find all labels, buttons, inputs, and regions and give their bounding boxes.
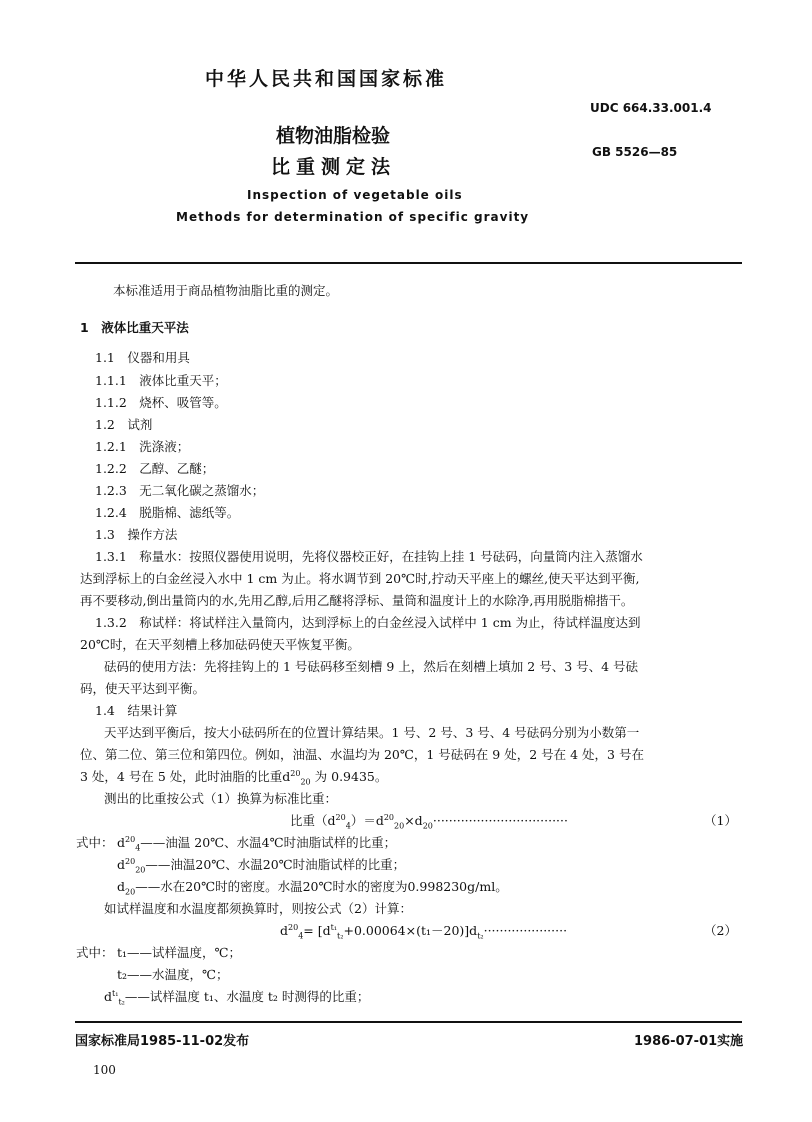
- intro-text: 本标准适用于商品植物油脂比重的测定。: [113, 283, 339, 298]
- where-1-item2: $d^{20}_{20}——$油温20℃、水温20℃时油脂试样的比重；: [117, 856, 406, 875]
- formula-1-number: （1）: [704, 813, 737, 828]
- bottom-divider: [75, 1021, 742, 1023]
- where-2-item1: t₁——试样温度，℃；: [117, 945, 242, 960]
- weight-usage-line2: 码，使天平达到平衡。: [80, 681, 206, 696]
- where-2-item2: t₂——水温度，℃；: [117, 967, 229, 982]
- formula-2-number: （2）: [704, 923, 737, 938]
- clause-1-3: 1.3 操作方法: [95, 527, 178, 542]
- clause-1-3-2-line1: 1.3.2 称试样：将试样注入量筒内，达到浮标上的白金丝浸入试样中 1 cm 为止，待试样温度达到: [95, 615, 641, 630]
- clause-1-1-1: 1.1.1 液体比重天平；: [95, 373, 227, 388]
- clause-1-4: 1.4 结果计算: [95, 703, 178, 718]
- udc-code: UDC 664.33.001.4: [590, 101, 712, 115]
- where-1-item1: $d^{20}_4——$油温 20℃、水温4℃时油脂试样的比重；: [117, 834, 397, 853]
- conversion-intro-2: 如试样温度和水温度都须换算时，则按公式（2）计算：: [104, 901, 412, 916]
- standard-org-title: 中华人民共和国国家标准: [205, 68, 448, 90]
- clause-1-3-1-line3: 再不要移动,倒出量筒内的水,先用乙醇,后用乙醚将浮标、量筒和温度计上的水除净,再用脱脂棉揩干。: [80, 593, 634, 608]
- clause-1-3-1-line1: 1.3.1 称量水：按照仪器使用说明，先将仪器校正好，在挂钩上挂 1 号砝码，向量筒内注入蒸馏水: [95, 549, 643, 564]
- clause-1-3-1-line2: 达到浮标上的白金丝浸入水中 1 cm 为止。将水调节到 20℃时,拧动天平座上的螺丝,使天平达到平衡,: [80, 571, 640, 586]
- formula-1: 比重$(d^{20}_4)=d^{20}_{20}\times d_{20}\cdot\cdot\cdot\cdot\cdot\cdot\cdot\cdot\cdot\cdot\cdot\cdot\cdot\cdot\cdot\cdot\cdot\cdot\cdot\cdot\cdot\cdot\cdot\cdot\cdot\cdot\cdot\cdot\cdot\cdot\cdot\cdot\cdot\cdot$: [290, 812, 568, 831]
- where-1-item3: $d_{20}——$水在20℃时的密度。水温20℃时水的密度为0.998230g/ml。: [117, 879, 508, 897]
- calc-line3: 3 处，4 号在 5 处，此时油脂的比重$d^{20}_{20}$ 为 0.9435。: [80, 768, 388, 787]
- page-number: 100: [93, 1063, 116, 1077]
- where-label-1: 式中：: [76, 835, 114, 850]
- clause-1-2-1: 1.2.1 洗涤液；: [95, 439, 190, 454]
- weight-usage-line1: 砝码的使用方法：先将挂钩上的 1 号砝码移至刻槽 9 上，然后在刻槽上填加 2 号、3 号、4 号砝: [104, 659, 639, 674]
- calc-line2: 位、第二位、第三位和第四位。例如，油温、水温均为 20℃，1 号砝码在 9 处，2 号在 4 处，3 号在: [80, 747, 644, 762]
- clause-1-2-2: 1.2.2 乙醇、乙醚；: [95, 461, 215, 476]
- top-divider: [75, 262, 742, 264]
- clause-1-2: 1.2 试剂: [95, 417, 153, 432]
- clause-1-2-4: 1.2.4 脱脂棉、滤纸等。: [95, 505, 240, 520]
- clause-1-3-2-line2: 20℃时，在天平刻槽上移加砝码使天平恢复平衡。: [80, 637, 360, 652]
- conversion-intro: 测出的比重按公式（1）换算为标准比重：: [104, 791, 337, 806]
- where-2-item3: $d^{t_1}_{t_2}——$试样温度 t₁、水温度 t₂ 时测得的比重；: [104, 988, 370, 1007]
- clause-1-1: 1.1 仪器和用具: [95, 350, 190, 365]
- gb-code: GB 5526—85: [592, 145, 678, 159]
- where-label-2: 式中：: [76, 945, 114, 960]
- clause-1-1-2: 1.1.2 烧杯、吸管等。: [95, 395, 227, 410]
- clause-1-2-3: 1.2.3 无二氧化碳之蒸馏水；: [95, 483, 265, 498]
- formula-2: $d^{20}_4= [d^{t_1}_{t_2}+0.00064\times(t_1-20)]d_{t_2}\cdot\cdot\cdot\cdot\cdot\cdot\cdot\cdot\cdot\cdot\cdot\cdot\cdot\cdot\cdot\cdot\cdot\cdot\cdot\cdot\cdot$: [280, 922, 568, 941]
- title-en-line1: Inspection of vegetable oils: [247, 188, 463, 202]
- issue-date: 国家标准局1985-11-02发布: [75, 1034, 250, 1049]
- section-1-heading: 1 液体比重天平法: [80, 320, 189, 335]
- title-cn-line1: 植物油脂检验: [276, 125, 391, 147]
- calc-line1: 天平达到平衡后，按大小砝码所在的位置计算结果。1 号、2 号、3 号、4 号砝码分别为小数第一: [104, 725, 640, 740]
- title-cn-line2: 比重测定法: [271, 156, 397, 178]
- title-en-line2: Methods for determination of specific gravity: [176, 210, 530, 224]
- effective-date: 1986-07-01实施: [634, 1034, 744, 1049]
